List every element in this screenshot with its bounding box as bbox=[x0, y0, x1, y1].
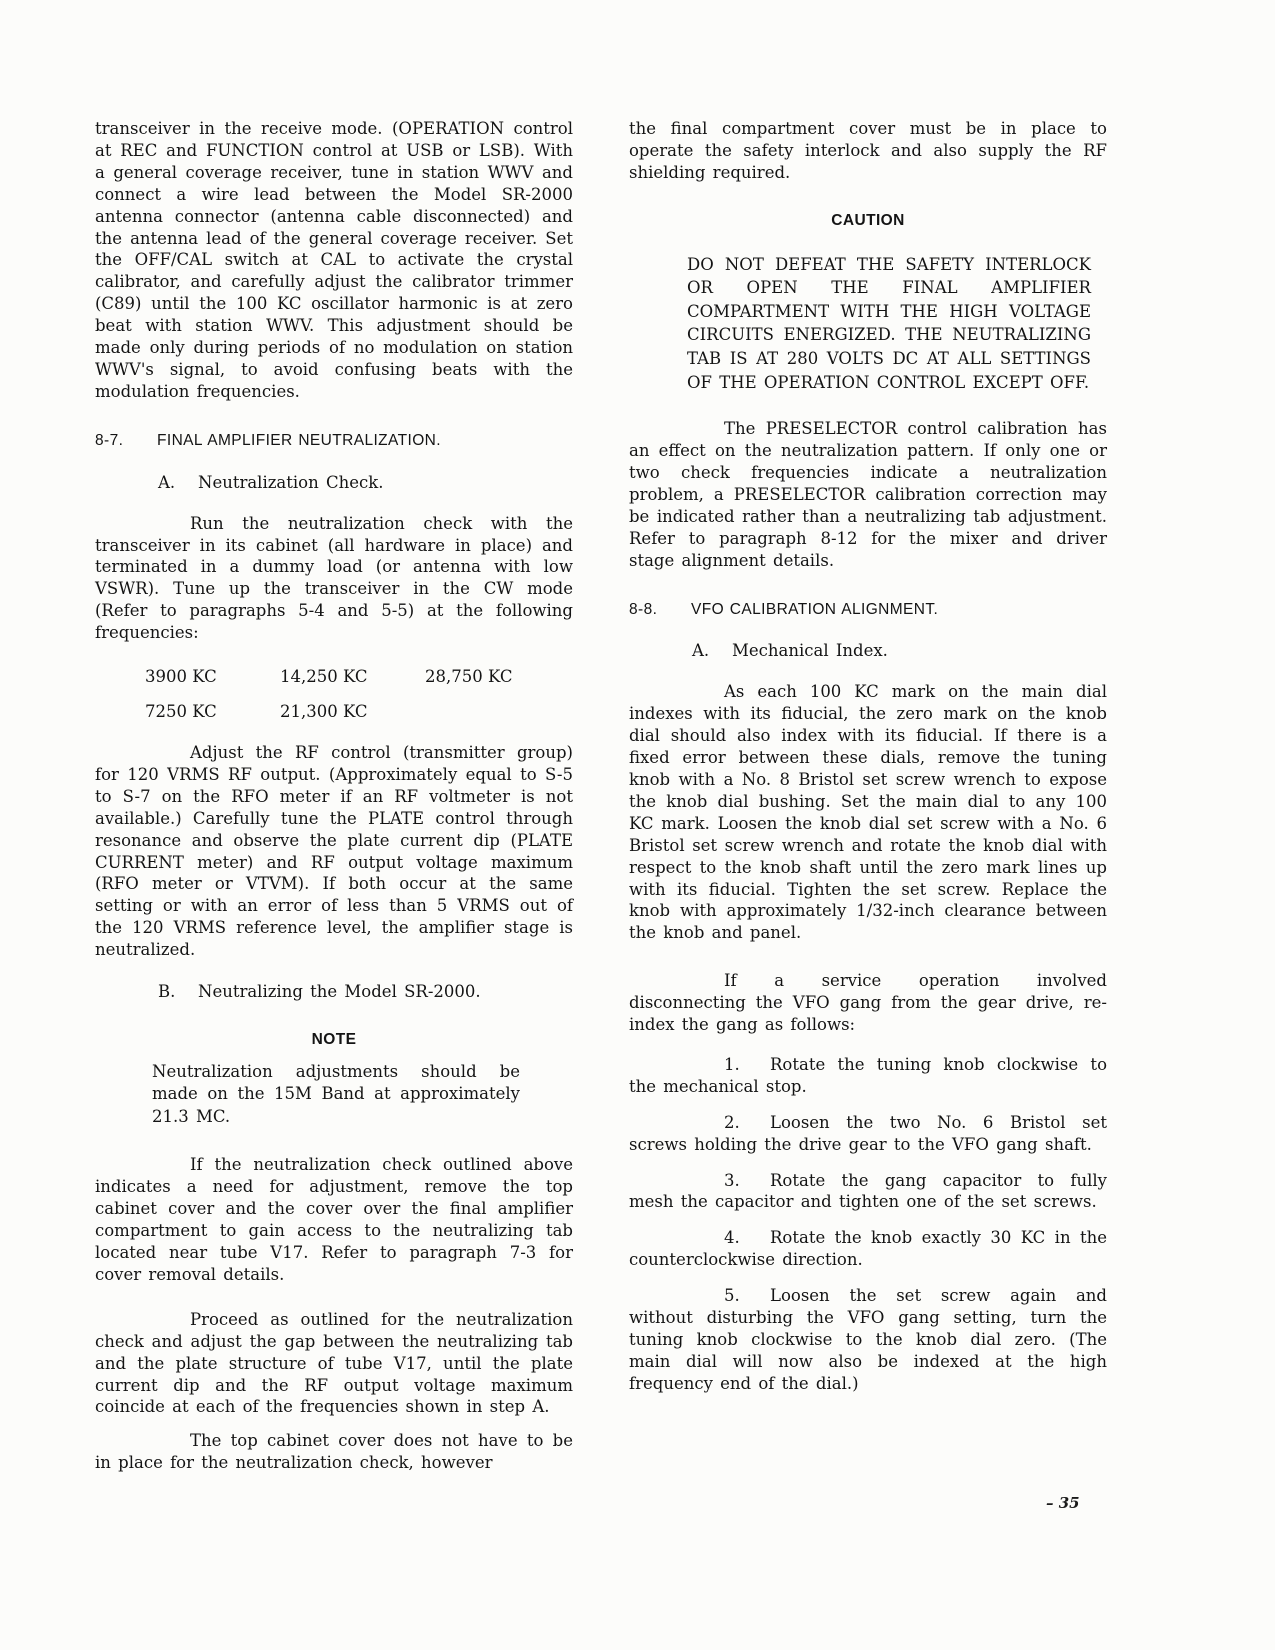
section-number: 8-7. bbox=[95, 431, 124, 449]
subheading-neutralization-check bbox=[158, 472, 573, 494]
subheading-neutralizing-sr2000 bbox=[158, 981, 573, 1003]
section-title: FINAL AMPLIFIER NEUTRALIZATION. bbox=[157, 431, 441, 449]
list-item-number: 4. bbox=[724, 1228, 740, 1248]
subheading-letter: B. bbox=[158, 982, 176, 1002]
paragraph-proceed-neutralization: Proceed as outlined for the neutralization check and adjust the gap between the neutralizing tab and the plate structure of tube V17, until the plate current dip and the RF output voltage maximum coincide at each of the frequencies shown in step A. bbox=[95, 1309, 573, 1417]
list-item-text: Loosen the set screw again and without disturbing the VFO gang setting, turn the tuning knob clockwise to the knob dial zero. (The main dial will now also be indexed at the high frequency end of the dial.) bbox=[629, 1286, 1107, 1393]
ordered-list-item-4 bbox=[629, 1227, 1107, 1271]
ordered-list-item-2 bbox=[629, 1112, 1107, 1156]
frequency-value: 14,250 KC bbox=[280, 667, 368, 687]
right-column bbox=[629, 118, 1107, 1474]
subheading-letter: A. bbox=[692, 641, 710, 661]
section-number: 8-8. bbox=[629, 600, 658, 618]
section-heading-8-8 bbox=[629, 599, 1107, 621]
frequency-table-row bbox=[145, 666, 573, 688]
left-column bbox=[95, 118, 573, 1474]
list-item-text: Rotate the knob exactly 30 KC in the counterclockwise direction. bbox=[629, 1228, 1107, 1270]
paragraph-cabinet-cover: The top cabinet cover does not have to be in place for the neutralization check, however bbox=[95, 1431, 573, 1473]
paragraph-interlock-continuation: the final compartment cover must be in place to operate the safety interlock and also supply the RF shielding required. bbox=[629, 119, 1107, 182]
paragraph-neutralization-check-procedure: Run the neutralization check with the transceiver in its cabinet (all hardware in place) and terminated in a dummy load (or antenna with low VSWR). Tune up the transceiver in the CW mode (Refer to paragraphs 5-4 and 5-5) at the following frequencies: bbox=[95, 513, 573, 643]
subheading-title: Neutralizing the Model SR-2000. bbox=[198, 982, 481, 1002]
ordered-list-item-5 bbox=[629, 1285, 1107, 1395]
list-item-number: 1. bbox=[724, 1054, 740, 1074]
list-item-text: Loosen the two No. 6 Bristol set screws holding the drive gear to the VFO gang shaft. bbox=[629, 1112, 1107, 1154]
note-body: Neutralization adjustments should be made on the 15M Band at approximately 21.3 MC. bbox=[152, 1061, 520, 1126]
list-item-number: 2. bbox=[724, 1112, 740, 1132]
paragraph-preselector-calibration: The PRESELECTOR control calibration has an effect on the neutralization pattern. If only one or two check frequencies indicate a neutralization problem, a PRESELECTOR calibration correction may be indicated rather than a neutralizing tab adjustment. Refer to paragraph 8-12 for the mixer and driver stage alignment details. bbox=[629, 419, 1107, 570]
frequency-value: 3900 KC bbox=[145, 667, 217, 687]
list-item-text: Rotate the gang capacitor to fully mesh the capacitor and tighten one of the set screws. bbox=[629, 1170, 1107, 1212]
subheading-letter: A. bbox=[158, 472, 176, 492]
frequency-value: 21,300 KC bbox=[280, 702, 368, 722]
section-title: VFO CALIBRATION ALIGNMENT. bbox=[691, 600, 939, 618]
list-item-text: Rotate the tuning knob clockwise to the mechanical stop. bbox=[629, 1054, 1107, 1096]
ordered-list-item-1 bbox=[629, 1054, 1107, 1098]
two-column-layout bbox=[95, 118, 1107, 1474]
frequency-value bbox=[425, 701, 573, 723]
paragraph-rf-adjust: Adjust the RF control (transmitter group) for 120 VRMS RF output. (Approximately equal to S-5 to S-7 on the RFO meter if an RF voltmeter is not available.) Carefully tune the PLATE control through resonance and observe the plate current dip (PLATE CURRENT meter) and RF output voltage maximum (RFO meter or VTVM). If both occur at the same setting or with an error of less than 5 VRMS out of the 120 VRMS reference level, the amplifier stage is neutralized. bbox=[95, 743, 573, 960]
subheading-mechanical-index bbox=[692, 640, 1107, 662]
paragraph-service-operation: If a service operation involved disconnecting the VFO gang from the gear drive, re-index the gang as follows: bbox=[629, 971, 1107, 1035]
section-heading-8-7 bbox=[95, 430, 573, 452]
frequency-table bbox=[145, 666, 573, 723]
note-heading: NOTE bbox=[311, 1031, 357, 1048]
paragraph-calibrator-continuation: transceiver in the receive mode. (OPERATION control at REC and FUNCTION control at USB or LSB). With a general coverage receiver, tune in station WWV and connect a wire lead between the Model SR-2000 antenna connector (antenna cable disconnected) and the antenna lead of the general coverage receiver. Set the OFF/CAL switch at CAL to activate the crystal calibrator, and carefully adjust the calibrator trimmer (C89) until the 100 KC oscillator harmonic is at zero beat with station WWV. This adjustment should be made only during periods of no modulation on station WWV's signal, to avoid confusing beats with the modulation frequencies. bbox=[95, 119, 573, 401]
caution-body: DO NOT DEFEAT THE SAFETY INTERLOCK OR OPEN THE FINAL AMPLIFIER COMPARTMENT WITH THE HIGH VOLTAGE CIRCUITS ENERGIZED. THE NEUTRALIZING TAB IS AT 280 VOLTS DC AT ALL SETTINGS OF THE OPERATION CONTROL EXCEPT OFF. bbox=[687, 254, 1091, 392]
frequency-value: 7250 KC bbox=[145, 702, 217, 722]
list-item-number: 5. bbox=[724, 1286, 740, 1306]
ordered-list-item-3 bbox=[629, 1170, 1107, 1214]
caution-heading: CAUTION bbox=[831, 211, 905, 229]
subheading-title: Neutralization Check. bbox=[198, 472, 384, 492]
paragraph-adjustment-needed: If the neutralization check outlined above indicates a need for adjustment, remove the top cabinet cover and the cover over the final amplifier compartment to gain access to the neutralizing tab located near tube V17. Refer to paragraph 7-3 for cover removal details. bbox=[95, 1155, 573, 1284]
frequency-value: 28,750 KC bbox=[425, 667, 513, 687]
paragraph-dial-index: As each 100 KC mark on the main dial indexes with its fiducial, the zero mark on the knob dial should also index with its fiducial. If there is a fixed error between these dials, remove the tuning knob with a No. 8 Bristol set screw wrench to expose the knob dial bushing. Set the main dial to any 100 KC mark. Loosen the knob dial set screw with a No. 6 Bristol set screw wrench and rotate the knob dial with respect to the knob shaft until the zero mark lines up with its fiducial. Tighten the set screw. Replace the knob with approximately 1/32-inch clearance between the knob and panel. bbox=[629, 682, 1107, 943]
page-number: – 35 bbox=[1046, 1494, 1080, 1512]
list-item-number: 3. bbox=[724, 1170, 740, 1190]
subheading-title: Mechanical Index. bbox=[732, 641, 888, 661]
frequency-table-row bbox=[145, 701, 573, 723]
